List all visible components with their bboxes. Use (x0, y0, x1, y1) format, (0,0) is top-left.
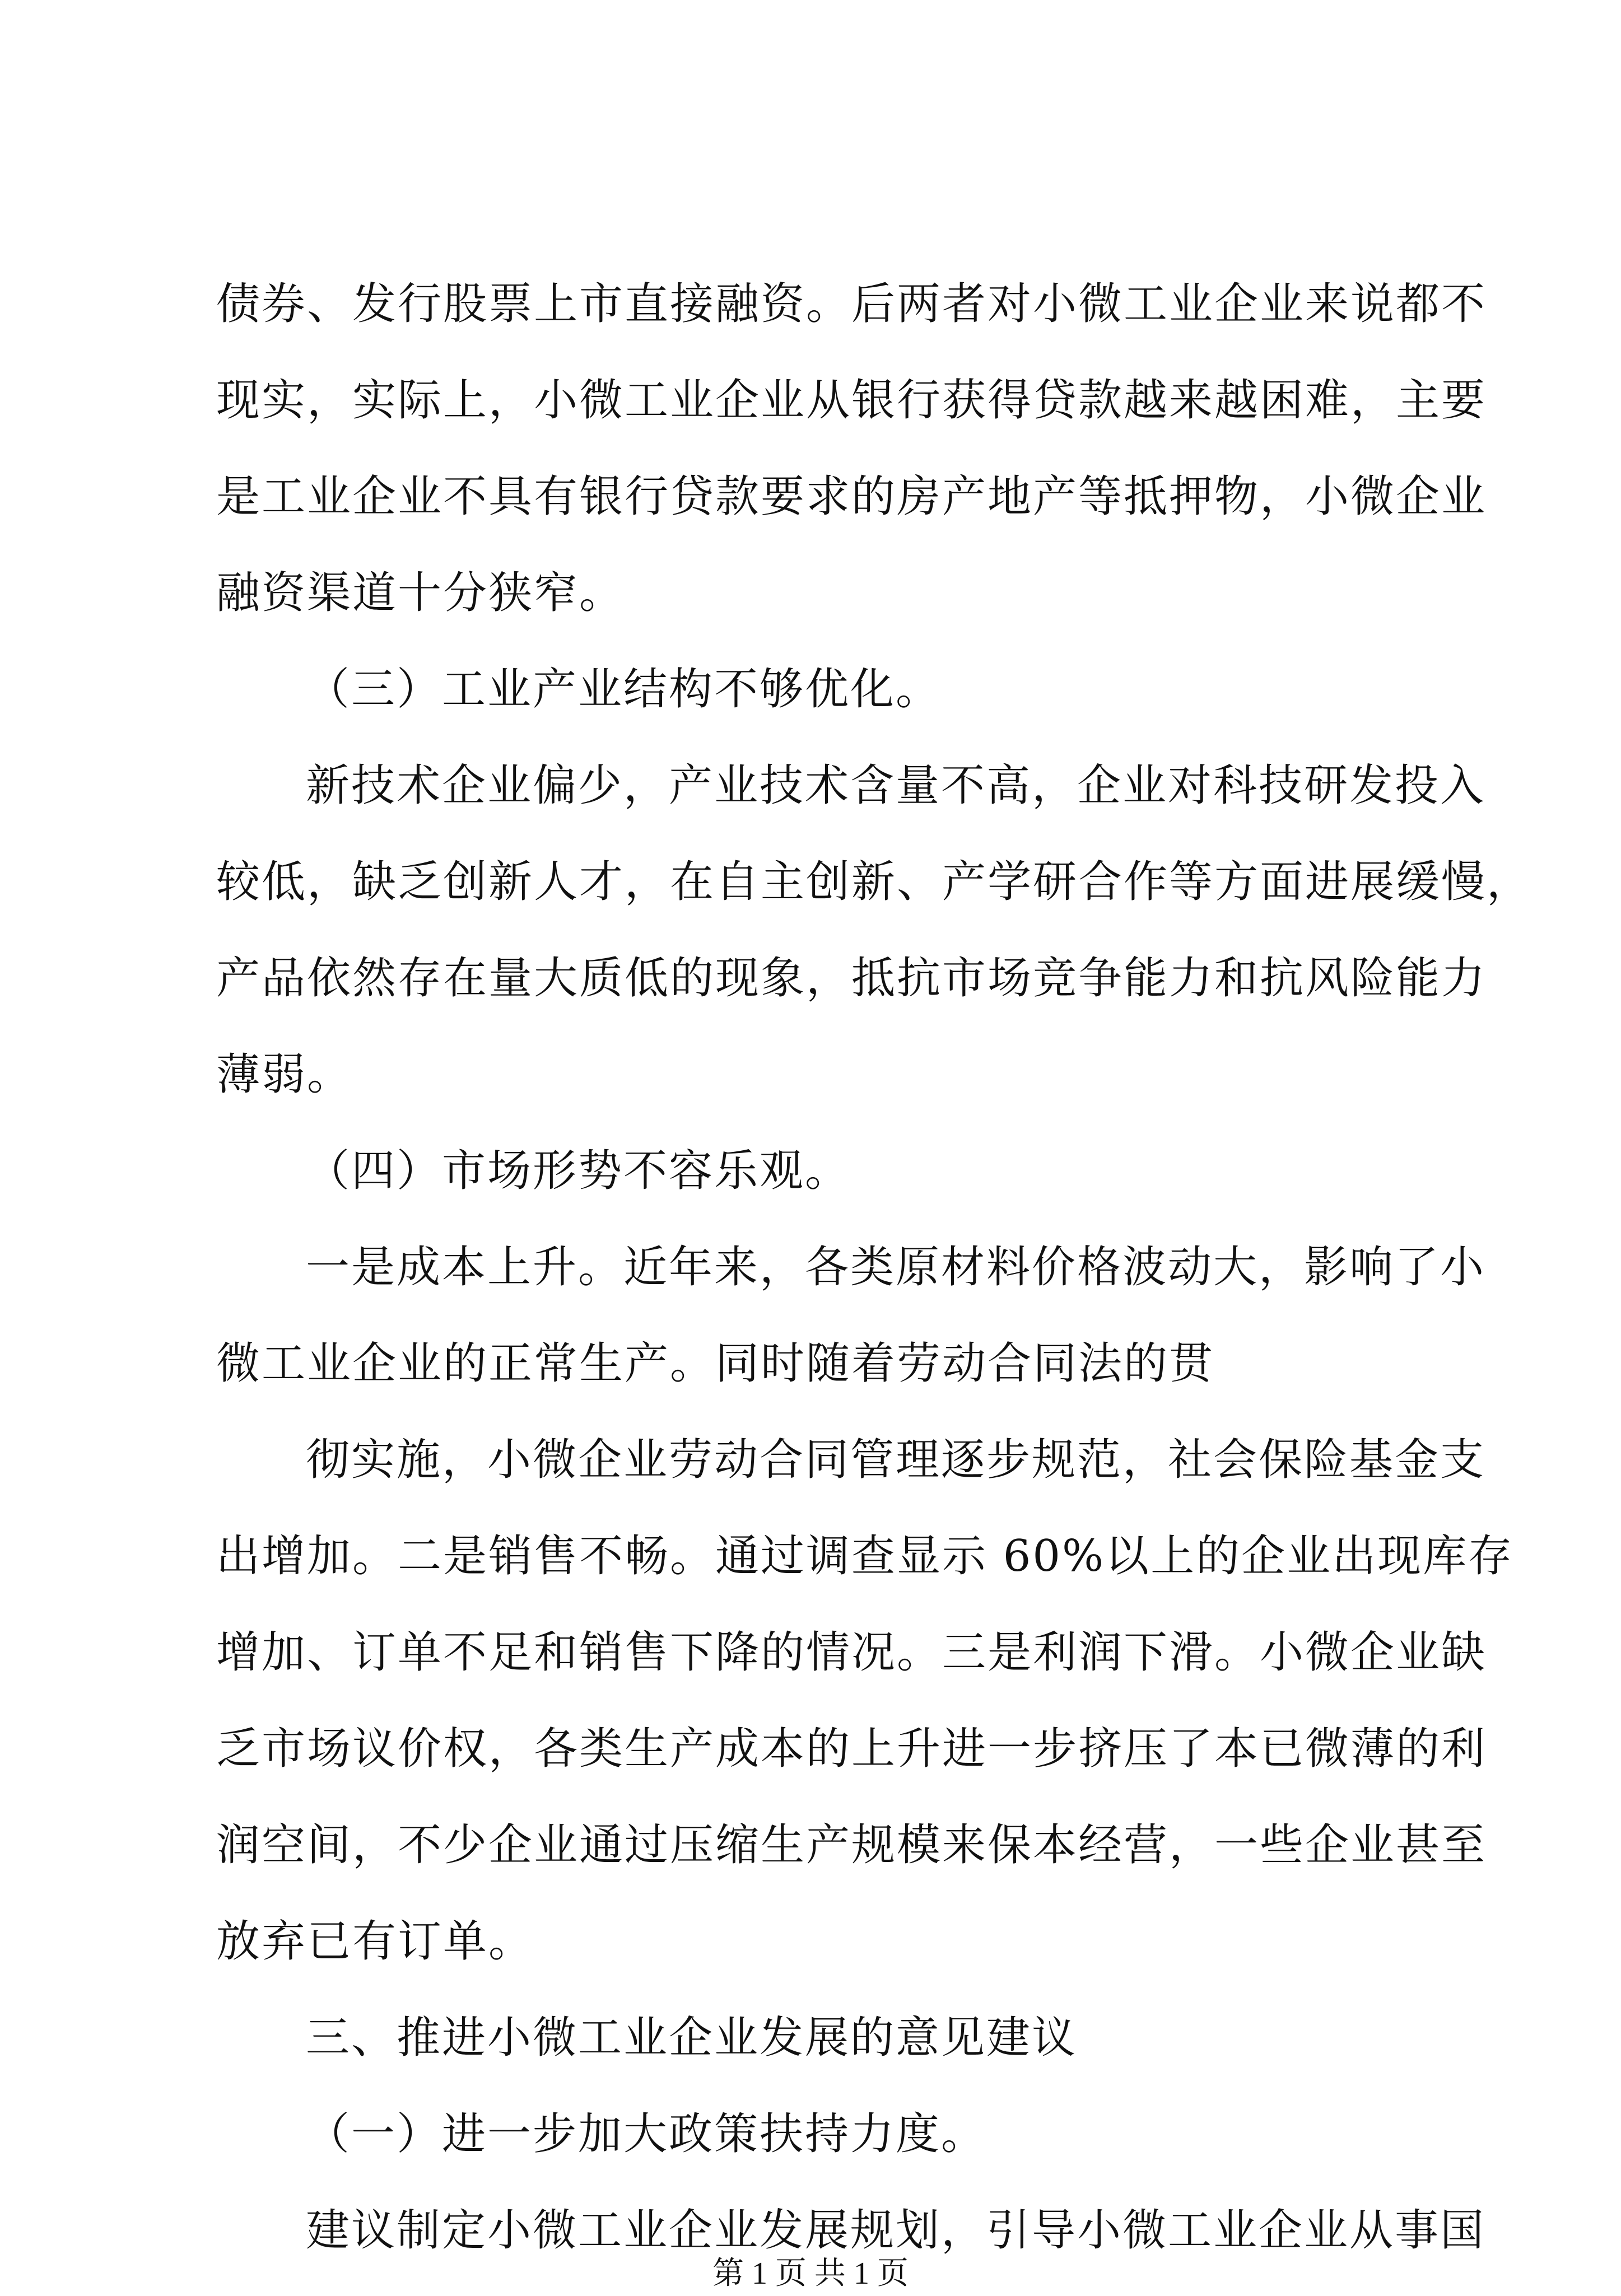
section-heading: （三）工业产业结构不够优化。 (306, 664, 942, 715)
text-line: 产品依然存在量大质低的现象，抵抗市场竞争能力和抗风险能力 (216, 953, 1487, 1004)
text-line: 放弃已有订单。 (216, 1916, 534, 1967)
paragraph-first-line: 一是成本上升。近年来，各类原材料价格波动大，影响了小 (306, 1242, 1486, 1292)
text-line: 微工业企业的正常生产。同时随着劳动合同法的贯 (216, 1338, 1215, 1389)
paragraph-first-line: 建议制定小微工业企业发展规划，引导小微工业企业从事国 (306, 2205, 1486, 2256)
paragraph-first-line: 彻实施，小微企业劳动合同管理逐步规范，社会保险基金支 (306, 1435, 1486, 1485)
text-line: 增加、订单不足和销售下降的情况。三是利润下滑。小微企业缺 (216, 1627, 1487, 1678)
text-line: 现实，实际上，小微工业企业从银行获得贷款越来越困难，主要 (216, 375, 1487, 426)
text-line: 是工业企业不具有银行贷款要求的房产地产等抵押物，小微企业 (216, 472, 1487, 522)
section-heading: 三、推进小微工业企业发展的意见建议 (306, 2013, 1078, 2063)
page-footer: 第 1 页 共 1 页 (712, 2256, 909, 2291)
paragraph-first-line: 新技术企业偏少，产业技术含量不高，企业对科技研发投入 (306, 760, 1486, 811)
text-line: 乏市场议价权，各类生产成本的上升进一步挤压了本已微薄的利 (216, 1724, 1487, 1774)
text-line: 润空间，不少企业通过压缩生产规模来保本经营，一些企业甚至 (216, 1820, 1487, 1870)
text-line: 薄弱。 (216, 1049, 353, 1100)
section-heading: （四）市场形势不容乐观。 (306, 1146, 851, 1196)
text-line: 较低，缺乏创新人才，在自主创新、产学研合作等方面进展缓慢， (216, 857, 1533, 907)
text-line: 出增加。二是销售不畅。通过调查显示 60%以上的企业出现库存 (216, 1531, 1514, 1581)
text-line: 债券、发行股票上市直接融资。后两者对小微工业企业来说都不 (216, 279, 1487, 329)
text-line: 融资渠道十分狭窄。 (216, 568, 625, 618)
subsection-heading: （一）进一步加大政策扶持力度。 (306, 2109, 987, 2159)
